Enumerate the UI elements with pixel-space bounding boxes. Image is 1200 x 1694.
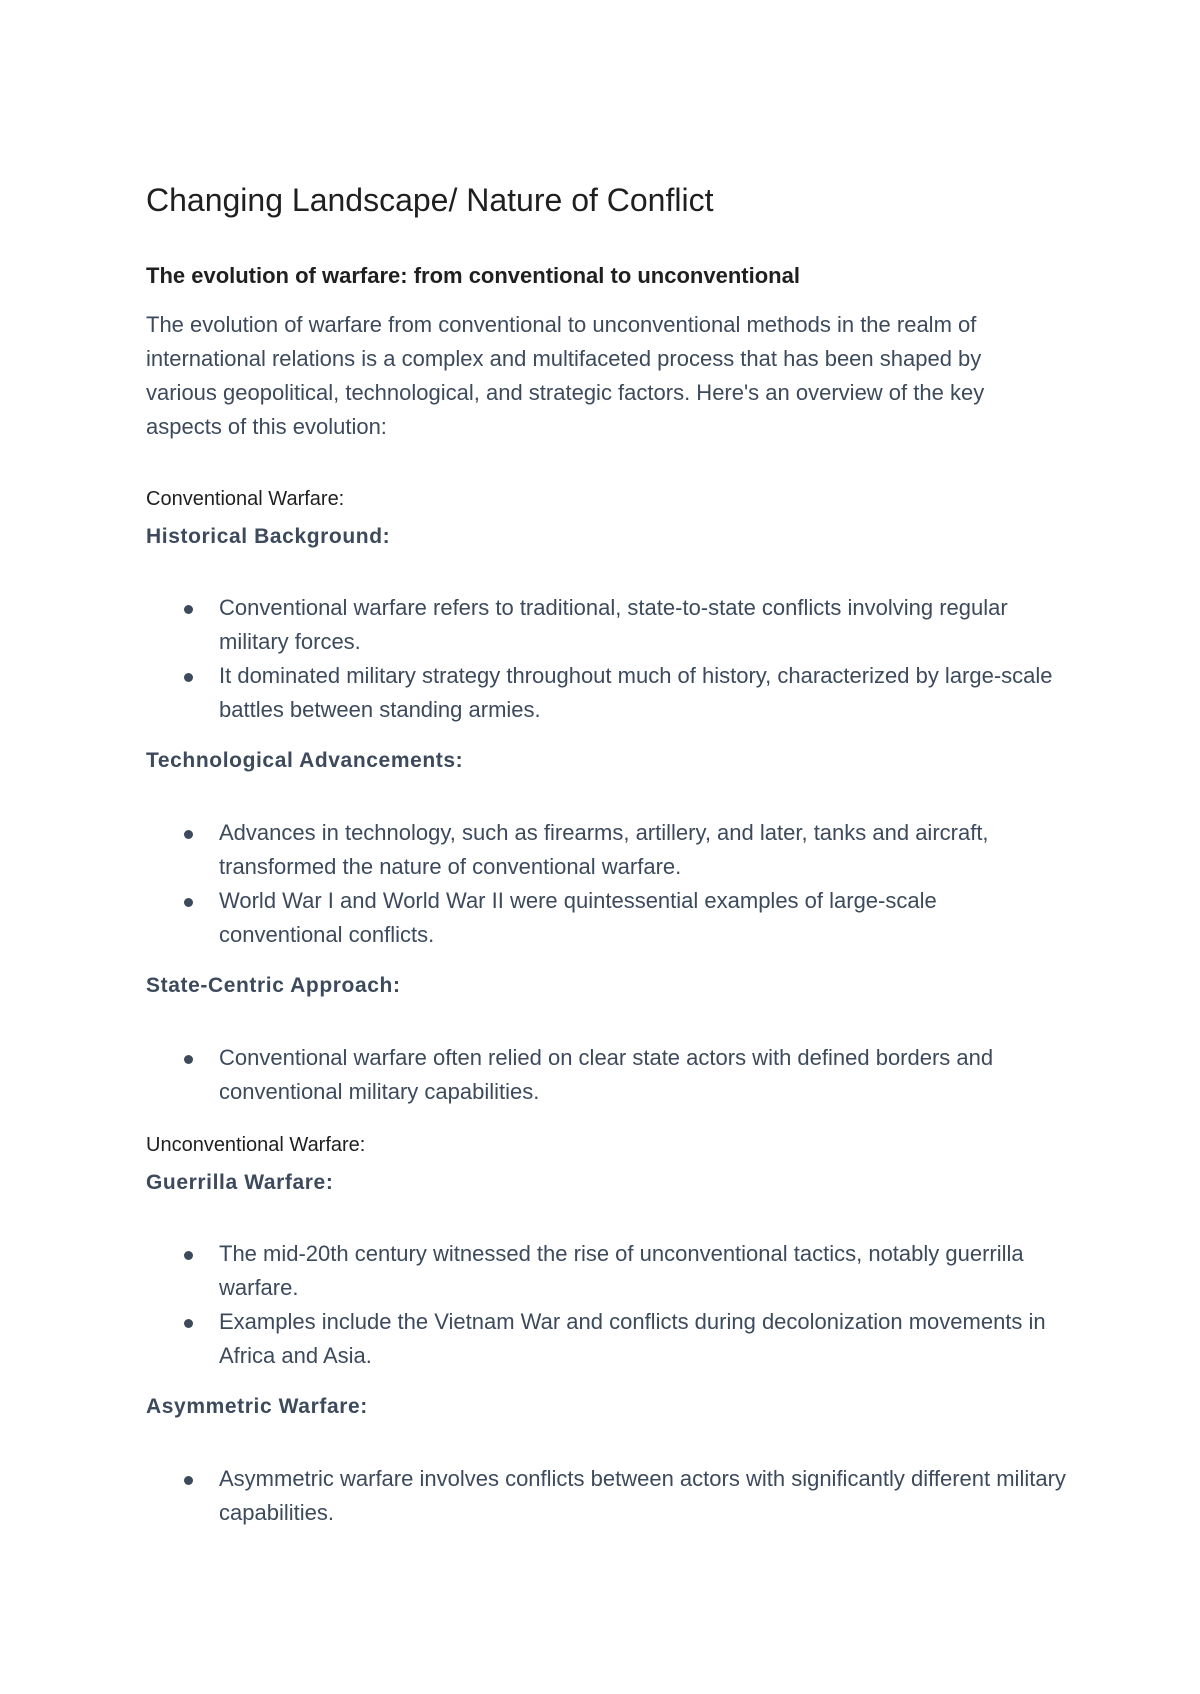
bullet-icon (184, 1476, 193, 1485)
list-item (146, 1462, 1066, 1530)
list-asymmetric-warfare (146, 1462, 1066, 1530)
list-item (146, 1305, 1066, 1373)
list-item (146, 1041, 1066, 1109)
heading-historical-background: Historical Background: (146, 525, 391, 548)
list-state-centric-approach (146, 1041, 1066, 1109)
list-item-text: Asymmetric warfare involves conflicts between actors with significantly different military capabilities. (219, 1466, 1066, 1525)
page-subtitle: The evolution of warfare: from conventional to unconventional (146, 263, 800, 288)
intro-paragraph: The evolution of warfare from conventional to unconventional methods in the realm of international relations is a complex and multifaceted process that has been shaped by various geopolitical, technological, and strategic factors. Here's an overview of the key aspects of this evolution: (146, 312, 985, 439)
bullet-icon (184, 1251, 193, 1260)
heading-state-centric-approach: State-Centric Approach: (146, 974, 401, 997)
heading-guerrilla-warfare: Guerrilla Warfare: (146, 1171, 334, 1194)
heading-technological-advancements: Technological Advancements: (146, 749, 464, 772)
list-item-text: Conventional warfare often relied on clear state actors with defined borders and conventional military capabilities. (219, 1045, 994, 1104)
list-item (146, 816, 1066, 884)
list-technological-advancements (146, 816, 1066, 952)
list-historical-background (146, 591, 1066, 727)
section-label-conventional: Conventional Warfare: (146, 488, 345, 510)
list-item (146, 659, 1066, 727)
list-item-text: Advances in technology, such as firearms, artillery, and later, tanks and aircraft, transformed the nature of conventional warfare. (219, 820, 989, 879)
list-item (146, 591, 1066, 659)
bullet-icon (184, 1055, 193, 1064)
list-item-text: The mid-20th century witnessed the rise of unconventional tactics, notably guerrilla warfare. (219, 1241, 1024, 1300)
list-item (146, 884, 1066, 952)
page-title: Changing Landscape/ Nature of Conflict (146, 182, 714, 218)
list-item-text: It dominated military strategy throughout much of history, characterized by large-scale battles between standing armies. (219, 663, 1053, 722)
list-item-text: World War I and World War II were quintessential examples of large-scale conventional conflicts. (219, 888, 937, 947)
bullet-icon (184, 605, 193, 614)
bullet-icon (184, 673, 193, 682)
list-guerrilla-warfare (146, 1237, 1066, 1373)
bullet-icon (184, 830, 193, 839)
list-item-text: Conventional warfare refers to traditional, state-to-state conflicts involving regular military forces. (219, 595, 1008, 654)
list-item-text: Examples include the Vietnam War and conflicts during decolonization movements in Africa and Asia. (219, 1309, 1046, 1368)
list-item (146, 1237, 1066, 1305)
section-label-unconventional: Unconventional Warfare: (146, 1134, 366, 1156)
bullet-icon (184, 1319, 193, 1328)
bullet-icon (184, 898, 193, 907)
heading-asymmetric-warfare: Asymmetric Warfare: (146, 1395, 368, 1418)
